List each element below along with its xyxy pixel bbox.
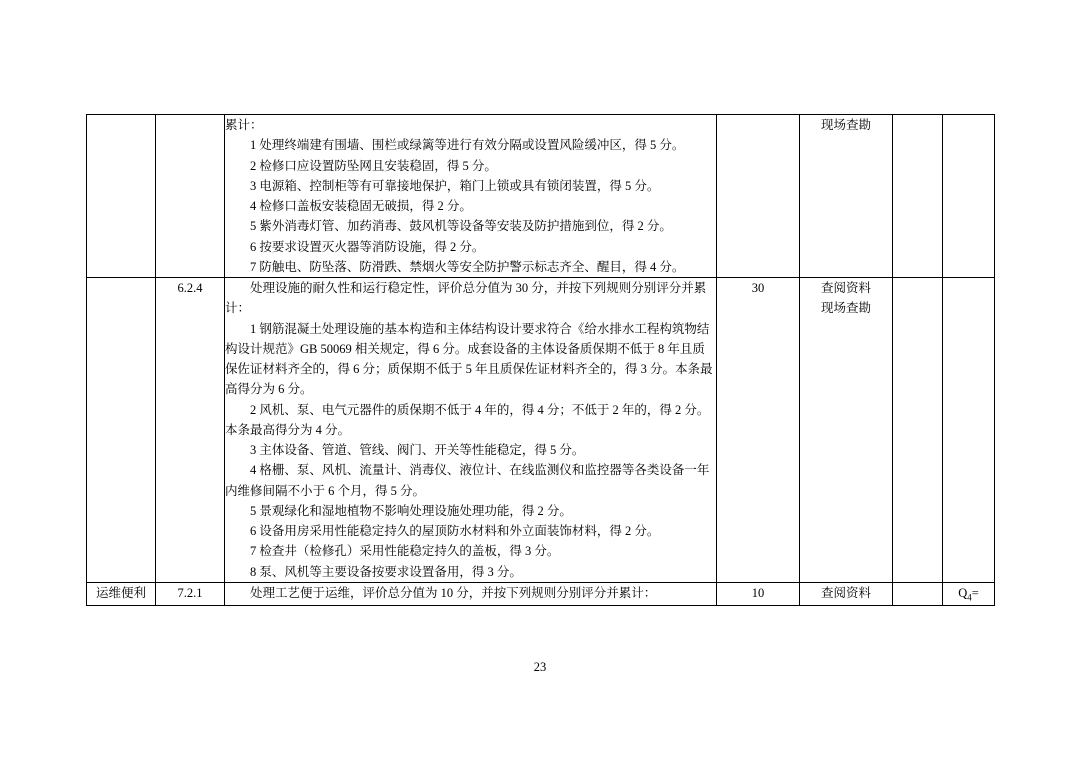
content-item: 8 泵、风机等主要设备按要求设置备用，得 3 分。 (250, 564, 522, 579)
table-row (87, 278, 995, 583)
content-item: 7 防触电、防坠落、防滑跌、禁烟火等安全防护警示标志齐全、醒目，得 4 分。 (250, 259, 685, 274)
method-line: 现场查勘 (820, 118, 871, 132)
content-item: 3 主体设备、管道、管线、阀门、开关等性能稳定，得 5 分。 (250, 443, 585, 457)
page-number: 23 (533, 660, 547, 674)
method-line: 查阅资料 (820, 585, 871, 600)
row-method (800, 278, 893, 583)
row-category (87, 115, 156, 278)
row-q (943, 278, 995, 583)
evaluation-table (86, 114, 995, 606)
row-extra (893, 115, 943, 278)
row-method (800, 582, 893, 605)
row-score: 10 (717, 582, 800, 605)
table-row (87, 115, 995, 278)
content-item: 1 处理终端建有围墙、围栏或绿篱等进行有效分隔或设置风险缓冲区，得 5 分。 (250, 138, 685, 153)
content-item: 7 检查井（检修孔）采用性能稳定持久的盖板，得 3 分。 (250, 544, 560, 559)
content-item: 5 紫外消毒灯管、加药消毒、鼓风机等设备等安装及防护措施到位，得 2 分。 (250, 219, 672, 234)
row-q (943, 582, 995, 605)
row-q (943, 115, 995, 278)
content-heading: 处理设施的耐久性和运行稳定性，评价总分值为 30 分，并按下列规则分别评分并累计： (225, 281, 707, 316)
content-item: 6 设备用房采用性能稳定持久的屋顶防水材料和外立面装饰材料，得 2 分。 (250, 524, 660, 538)
row-extra (893, 582, 943, 605)
table-row (87, 582, 995, 605)
content-item: 5 景观绿化和湿地植物不影响处理设施处理功能，得 2 分。 (250, 503, 572, 518)
row-score: 30 (717, 278, 800, 583)
row-content (225, 582, 717, 605)
content-item: 3 电源箱、控制柜等有可靠接地保护，箱门上锁或具有锁闭装置，得 5 分。 (250, 178, 660, 193)
content-item: 2 检修口应设置防坠网且安装稳固，得 5 分。 (250, 158, 497, 173)
row-extra (893, 278, 943, 583)
content-item: 1 钢筋混凝土处理设施的基本构造和主体结构设计要求符合《给水排水工程构筑物结构设计规范》GB 50069 相关规定，得 6 分。成套设备的主体设备质保期不低于 8 年且质保佐证材料齐全的，得 6 分；质保期不低于 5 年且质保佐证材料齐全的，得 3 分。本条最高得分为 6 分。 (225, 321, 713, 397)
row-method (800, 115, 893, 278)
row-score (717, 115, 800, 278)
method-line: 查阅资料 (820, 281, 871, 295)
row-category: 运维便利 (87, 582, 156, 605)
row-content (225, 278, 717, 583)
row-clause (156, 115, 225, 278)
content-item: 2 风机、泵、电气元器件的质保期不低于 4 年的，得 4 分；不低于 2 年的，得 2 分。本条最高得分为 4 分。 (225, 402, 710, 437)
row-category (87, 278, 156, 583)
q-label: $Q_4=$ (958, 585, 979, 603)
content-item: 6 按要求设置灭火器等消防设施，得 2 分。 (250, 239, 485, 254)
content-heading: 累计： (225, 118, 263, 132)
row-clause: 7.2.1 (156, 582, 225, 605)
row-clause: 6.2.4 (156, 278, 225, 583)
row-content (225, 115, 717, 278)
content-item: 4 格栅、泵、风机、流量计、消毒仪、液位计、在线监测仪和监控器等各类设备一年内维修间隔不小于 6 个月，得 5 分。 (225, 463, 710, 498)
content-item: 4 检修口盖板安装稳固无破损，得 2 分。 (250, 199, 472, 213)
method-line: 现场查勘 (820, 301, 871, 316)
content-heading: 处理工艺便于运维，评价总分值为 10 分，并按下列规则分别评分并累计： (250, 585, 657, 600)
